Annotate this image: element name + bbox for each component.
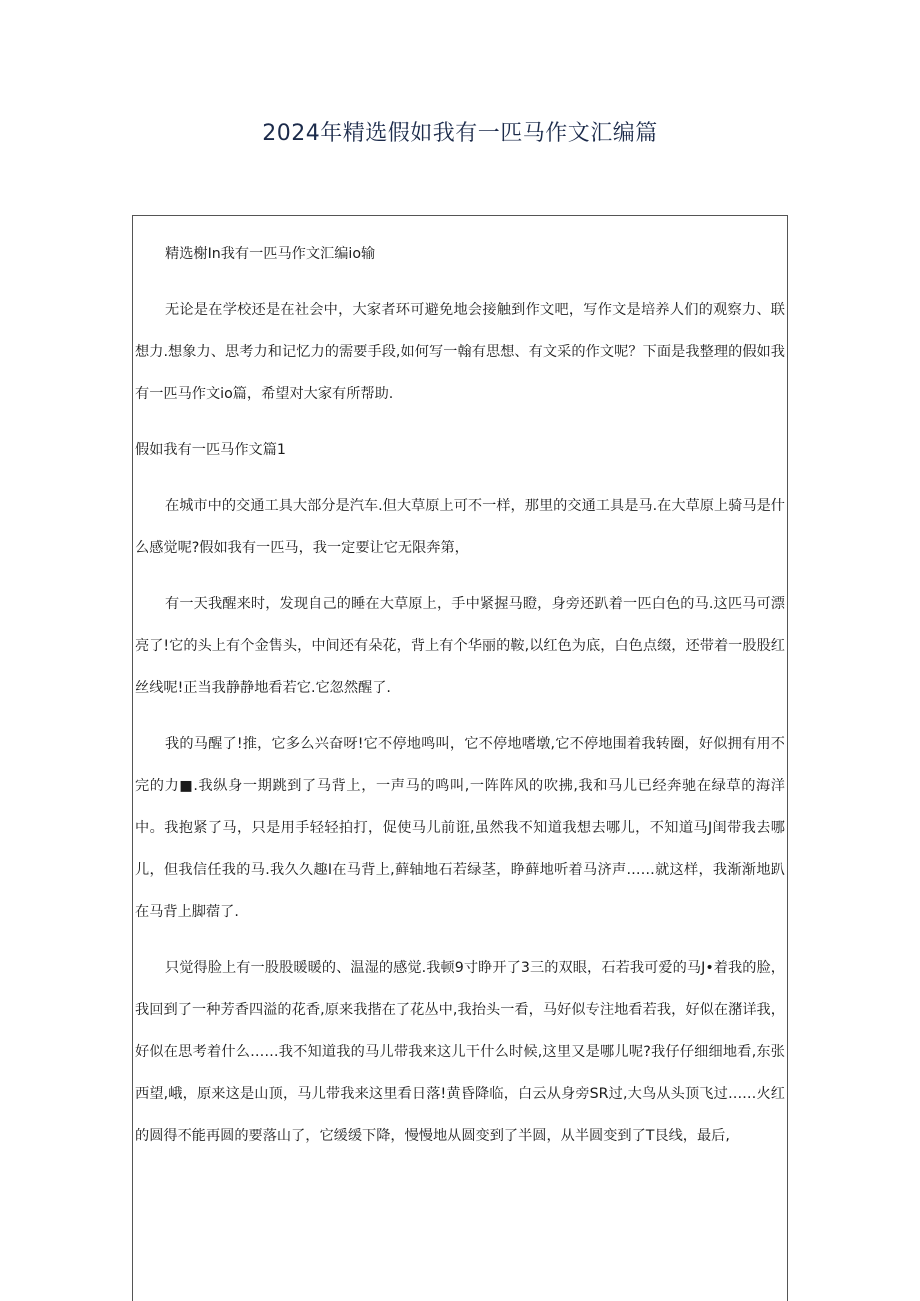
body-paragraph-2: 有一天我醒来时，发现自己的睡在大草原上，手中紧握马瞪，身旁还趴着一匹白色的马.这匹马可漂亮了!它的头上有个金售头，中间还有朵花，背上有个华丽的鞍,以红色为底，白色点缀，还带着一股股红丝线呢!正当我静静地看若它.它忽然醒了. — [135, 596, 785, 696]
body-paragraph-1: 在城市中的交通工具大部分是汽车.但大草原上可不一样，那里的交通工具是马.在大草原上骑马是什么感觉呢?假如我有一匹马，我一定要让它无限奔第， — [135, 498, 785, 556]
section-heading: 假如我有一匹马作文篇1 — [135, 442, 286, 458]
intro-paragraph: 无论是在学校还是在社会中，大家者环可避免地会接触到作文吧，写作文是培养人们的观察力、联想力.想象力、思考力和记忆力的需要手段,如何写一翰有思想、有文采的作文呢？下面是我整理的假如我有一匹马作文io篇，希望对大家有所帮助. — [135, 302, 785, 402]
document-body — [135, 233, 785, 1157]
intro-heading: 精选榭In我有一匹马作文汇编io输 — [165, 246, 376, 262]
document-title: 2024年精选假如我有一匹马作文汇编篇 — [262, 121, 658, 146]
body-paragraph-4: 只觉得脸上有一股股暖暖的、温湿的感觉.我顿9寸睁开了3三的双眼，石若我可爱的马J•着我的脸，我回到了一种芳香四溢的花香,原来我揩在了花丛中,我抬头一看，马好似专注地看若我，好似在潴详我，好似在思考着什么……我不知道我的马儿带我来这儿干什么时候,这里又是哪儿呢?我仔仔细细地看,东张西望,峨，原来这是山顶，马儿带我来这里看日落!黄昏降临，白云从身旁SR过,大鸟从头顶飞过……火红的圆得不能再圆的要落山了，它缓缓下降，慢慢地从圆变到了半圆，从半圆变到了T艮线，最后, — [135, 960, 785, 1144]
body-paragraph-3: 我的马醒了!推，它多么兴奋呀!它不停地鸣叫，它不停地嗜墩,它不停地围着我转圈，好似拥有用不完的力■.我纵身一期跳到了马背上，一声马的鸣叫,一阵阵风的吹拂,我和马儿已经奔驰在绿草的海洋中。我抱紧了马，只是用手轻轻拍打，促使马儿前诳,虽然我不知道我想去哪儿，不知道马J闺带我去哪儿，但我信任我的马.我久久趣I在马背上,藓轴地石若绿茎，睁藓地听着马济声……就这样，我渐渐地趴在马背上脚蓿了. — [135, 736, 785, 920]
